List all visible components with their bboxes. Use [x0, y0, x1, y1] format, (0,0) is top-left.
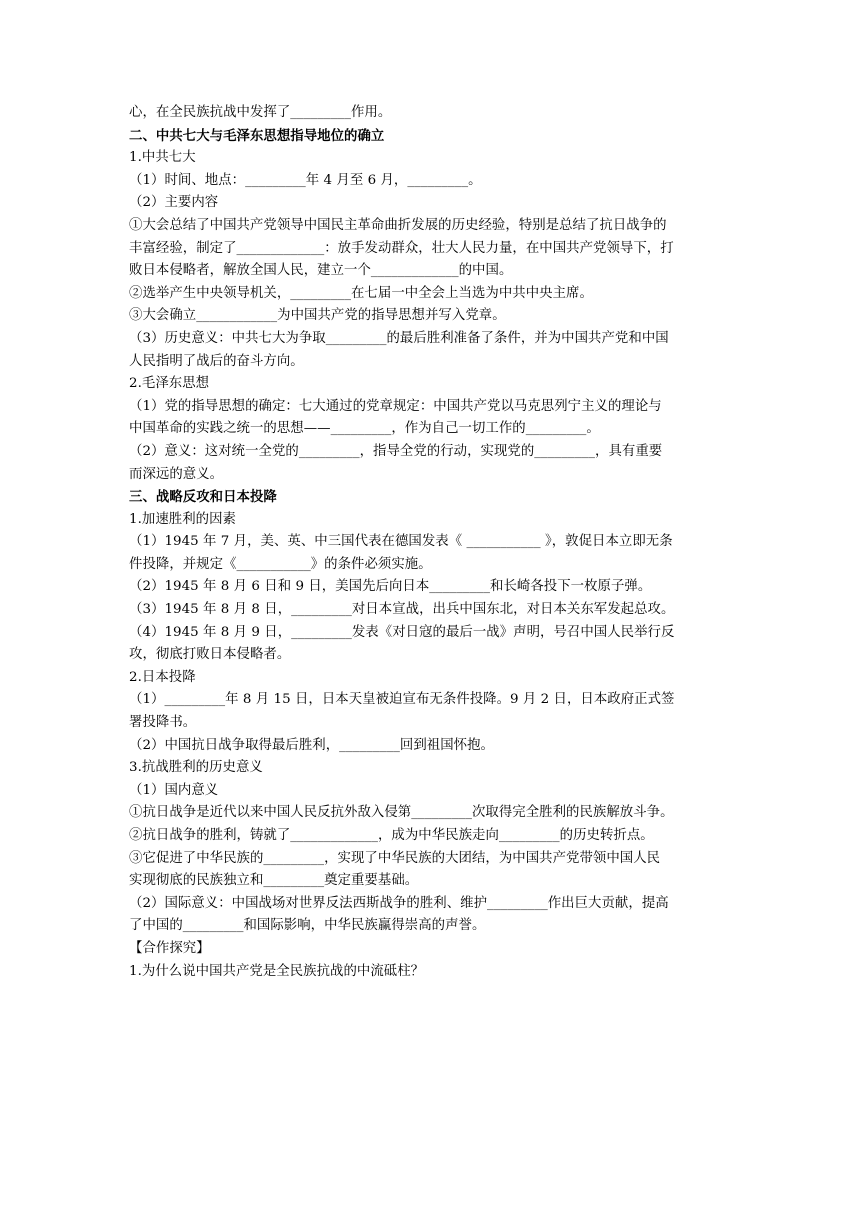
text-line: （3）1945 年 8 月 8 日，_________对日本宣战，出兵中国东北，对日本关东军发起总攻。: [129, 602, 675, 618]
text-line: 1.为什么说中国共产党是全民族抗战的中流砥柱？: [129, 963, 425, 979]
text-line: 【合作探究】: [129, 940, 210, 956]
text-line: （4）1945 年 8 月 9 日，_________发表《对日寇的最后一战》声明，号召中国人民举行反: [129, 624, 675, 640]
text-line: （2）1945 年 8 月 6 日和 9 日，美国先后向日本_________和长崎各投下一枚原子弹。: [129, 579, 652, 595]
text-line: ③它促进了中华民族的_________，实现了中华民族的大团结，为中国共产党带领中国人民: [129, 850, 661, 866]
text-line: （1）党的指导思想的确定：七大通过的党章规定：中国共产党以马克思列宁主义的理论与: [129, 398, 662, 414]
text-line: ①大会总结了中国共产党领导中国民主革命曲折发展的历史经验，特别是总结了抗日战争的: [129, 217, 667, 233]
text-line: 而深远的意义。: [129, 466, 224, 482]
text-line: 败日本侵略者，解放全国人民，建立一个_____________的中国。: [129, 263, 513, 279]
section-heading: 二、中共七大与毛泽东思想指导地位的确立: [129, 127, 385, 144]
text-line: ②选举产生中央领导机关，_________在七届一中全会上当选为中共中央主席。: [129, 285, 593, 301]
text-line: ②抗日战争的胜利，铸就了_____________，成为中华民族走向_________的历史转折点。: [129, 828, 654, 843]
text-line: 件投降，并规定《___________》的条件必须实施。: [129, 556, 432, 572]
section-heading: 三、战略反攻和日本投降: [129, 489, 277, 506]
text-line: 了中国的_________和国际影响，中华民族赢得崇高的声誉。: [129, 918, 486, 934]
text-line: （1）国内意义: [129, 782, 219, 798]
text-line: 1.中共七大: [129, 150, 196, 166]
text-line: 心，在全民族抗战中发挥了_________作用。: [129, 105, 392, 120]
text-line: 实现彻底的民族独立和_________奠定重要基础。: [129, 873, 419, 889]
text-line: （2）中国抗日战争取得最后胜利，_________回到祖国怀抱。: [129, 737, 494, 753]
text-line: （2）国际意义：中国战场对世界反法西斯战争的胜利、维护_________作出巨大贡献，提高: [129, 895, 669, 911]
text-line: 署投降书。: [129, 715, 197, 731]
text-line: （3）历史意义：中共七大为争取_________的最后胜利准备了条件，并为中国共产党和中国: [129, 330, 669, 346]
text-line: （1）_________年 8 月 15 日，日本天皇被迫宣布无条件投降。9 月 2 日，日本政府正式签: [129, 692, 675, 708]
text-line: 1.加速胜利的因素: [129, 511, 236, 527]
text-line: 中国革命的实践之统一的思想——_________，作为自己一切工作的_________。: [129, 421, 600, 437]
text-line: 丰富经验，制定了_____________：放手发动群众，壮大人民力量，在中国共产党领导下，打: [129, 240, 674, 256]
document-body: [129, 102, 741, 983]
text-line: ①抗日战争是近代以来中国人民反抗外敌入侵第_________次取得完全胜利的民族解放斗争。: [129, 805, 674, 821]
text-line: （1）时间、地点：_________年 4 月至 6 月，_________。: [129, 172, 482, 188]
text-line: 攻，彻底打败日本侵略者。: [129, 647, 291, 663]
text-line: 3.抗战胜利的历史意义: [129, 760, 263, 776]
text-line: （2）主要内容: [129, 195, 219, 211]
text-line: 2.毛泽东思想: [129, 376, 210, 392]
text-line: （2）意义：这对统一全党的_________，指导全党的行动，实现党的_________，具有重要: [129, 443, 663, 459]
text-line: ③大会确立____________为中国共产党的指导思想并写入党章。: [129, 308, 506, 324]
text-line: （1）1945 年 7 月，美、英、中三国代表在德国发表《 ___________ 》，敦促日本立即无条: [129, 534, 673, 550]
text-line: 2.日本投降: [129, 669, 196, 685]
text-line: 人民指明了战后的奋斗方向。: [129, 353, 304, 369]
